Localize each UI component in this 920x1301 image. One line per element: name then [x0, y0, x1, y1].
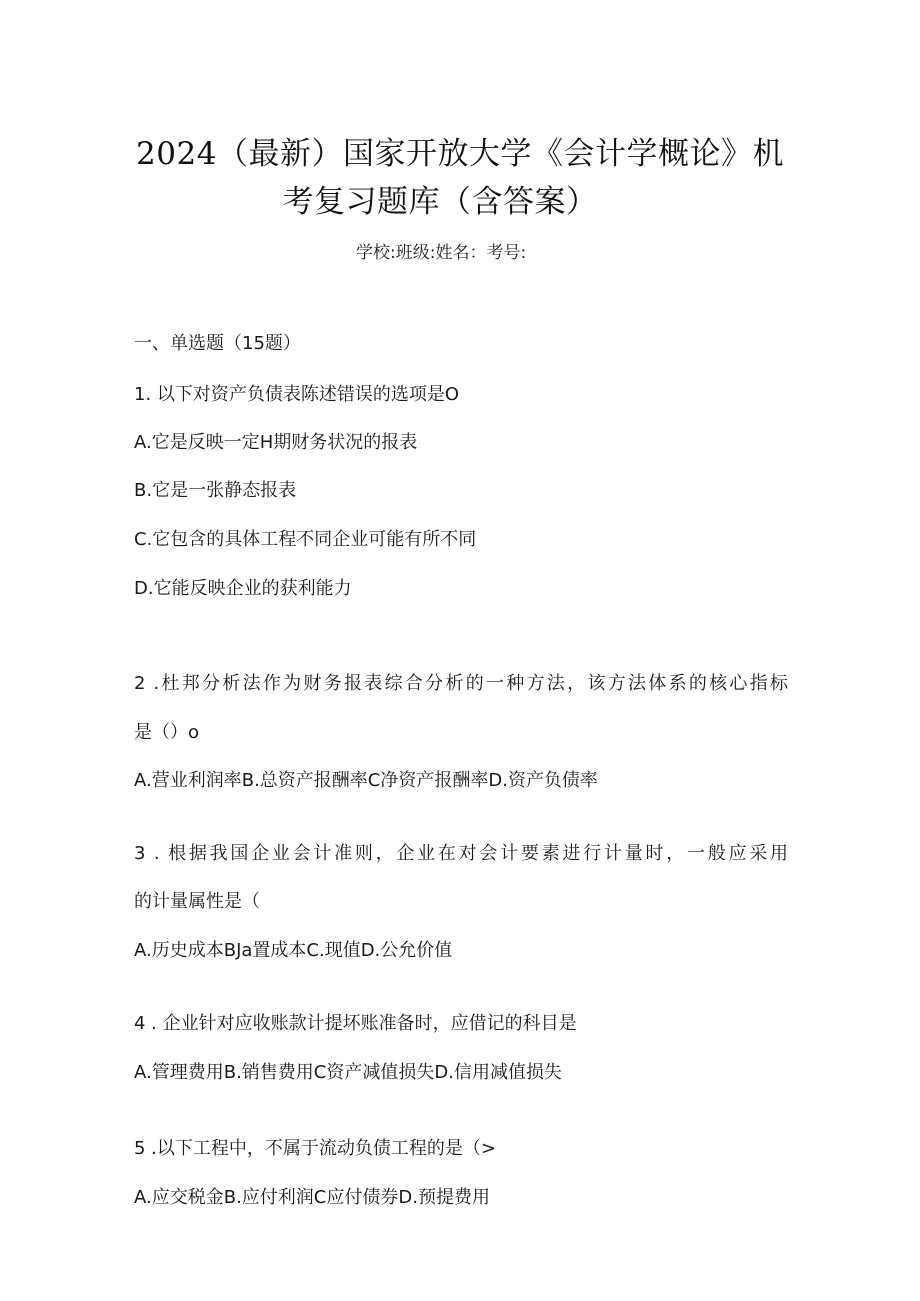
question-1-stem: 1. 以下对资产负债表陈述错误的选项是O	[134, 384, 460, 405]
document-title-line-2: 考复习题库（含答案）	[282, 184, 598, 220]
question-3-options: A.历史成本BJa置成本C.现值D.公允价值	[134, 940, 453, 961]
question-1-option-b: B.它是一张静态报表	[134, 480, 297, 501]
document-title-line-1: 2024（最新）国家开放大学《会计学概论》机	[136, 136, 784, 172]
question-2-options: A.营业利润率B.总资产报酬率C净资产报酬率D.资产负债率	[134, 770, 598, 791]
question-1-option-c: C.它包含的具体工程不同企业可能有所不同	[134, 529, 477, 550]
question-5-stem: 5 .以下工程中，不属于流动负债工程的是（>	[134, 1138, 496, 1159]
question-1-option-d: D.它能反映企业的获利能力	[134, 578, 352, 599]
question-3-stem-line-1: 3 . 根据我国企业会计准则，企业在对会计要素进行计量时，一般应采用	[134, 843, 788, 864]
question-3-stem-line-2: 的计量属性是（	[134, 891, 260, 912]
question-4-options: A.管理费用B.销售费用C资产减值损失D.信用减值损失	[134, 1062, 562, 1083]
section-heading: 一、单选题（15题）	[134, 333, 301, 354]
question-2-stem-line-1: 2 .杜邦分析法作为财务报表综合分析的一种方法，该方法体系的核心指标	[134, 673, 788, 694]
question-5-options: A.应交税金B.应付利润C应付债券D.预提费用	[134, 1187, 490, 1208]
question-1-option-a: A.它是反映一定H期财务状况的报表	[134, 432, 418, 453]
question-2-stem-line-2: 是（）o	[134, 722, 200, 743]
student-info-line: 学校:班级:姓名：考号:	[356, 243, 527, 263]
question-4-stem: 4 . 企业针对应收账款计提坏账准备时，应借记的科目是	[134, 1013, 577, 1034]
